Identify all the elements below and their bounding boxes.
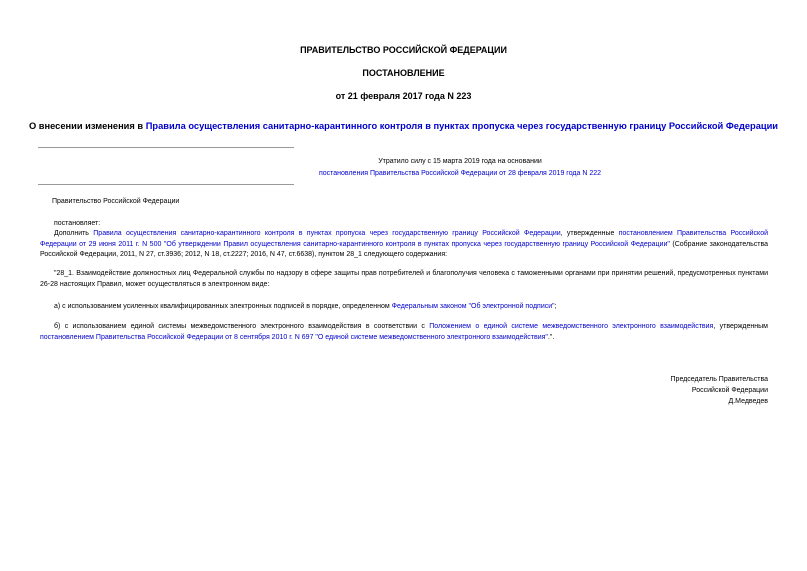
date-number-heading: от 21 февраля 2017 года N 223: [335, 91, 472, 101]
document-type-heading: ПОСТАНОВЛЕНИЕ: [362, 68, 445, 78]
e-signature-law-link[interactable]: Федеральным законом "Об электронной подписи": [391, 303, 555, 310]
paragraph-b: [40, 322, 768, 343]
repeal-notice: Утратило силу с 15 марта 2019 года на основании: [378, 158, 542, 165]
p3-text-a: а) с использованием усиленных квалифицированных электронных подписей в порядке, определенном: [54, 303, 392, 310]
p1-text-a: Дополнить: [54, 230, 94, 237]
repeal-decree-link[interactable]: постановления Правительства Российской Федерации от 28 февраля 2019 года N 222: [318, 170, 602, 177]
signature-name: Д.Медведев: [728, 398, 768, 405]
paragraph-28-1: "28_1. Взаимодействие должностных лиц Федеральной службы по надзору в сфере защиты прав потребителей и благополучия человека с таможенными органами при принятии решений, предусмотренных пунктами 26-28 настоящих Правил, может осуществляться в электронном виде:: [40, 270, 768, 288]
divider-bottom: [38, 184, 294, 185]
divider-top: [38, 147, 294, 148]
p3-text-b: ;: [554, 303, 557, 310]
rules-link[interactable]: Правила осуществления санитарно-карантинного контроля в пунктах пропуска через государственную границу Российской Федерации: [93, 230, 561, 237]
p4-text-b: , утвержденным: [713, 323, 768, 330]
government-line: Правительство Российской Федерации: [52, 198, 180, 205]
interaction-regulation-link[interactable]: Положением о единой системе межведомственного электронного взаимодействия: [429, 323, 714, 330]
title-rules-link[interactable]: Правила осуществления санитарно-карантинного контроля в пунктах пропуска через государственную границу Российской Федерации: [145, 121, 779, 131]
signature-title: Председатель Правительства: [670, 376, 768, 383]
decree-500-link[interactable]: постановлением Правительства Российской Федерации от 29 июня 2011 г. N 500 "Об утверждении Правил осуществления санитарно-карантинного контроля в пунктах пропуска через государственную границу Российской Федерации": [40, 230, 769, 248]
p1-text-b: , утвержденные: [560, 230, 619, 237]
signature-org: Российской Федерации: [691, 387, 768, 394]
p1-text-c: (Собрание законодательства Российской Федерации, 2011, N 27, ст.3936; 2012, N 18, ст.2227; 2016, N 47, ст.6638), пунктом 28_1 следующего содержания:: [40, 240, 768, 258]
paragraph-a: [40, 302, 768, 313]
document-title: [0, 120, 807, 132]
p4-text-c: .".: [547, 333, 555, 341]
government-heading: ПРАВИТЕЛЬСТВО РОССИЙСКОЙ ФЕДЕРАЦИИ: [300, 45, 507, 55]
paragraph-amendment: [40, 229, 768, 261]
title-prefix: О внесении изменения в: [28, 121, 146, 131]
decree-697-link[interactable]: постановлением Правительства Российской Федерации от 8 сентября 2010 г. N 697 "О единой системе межведомственного электронного взаимодействия": [40, 333, 548, 341]
decrees-line: постановляет:: [54, 220, 101, 227]
repeal-notice-link-line: [200, 168, 720, 180]
p4-text-a: б) с использованием единой системы межведомственного электронного взаимодействия в соответствии с: [54, 323, 430, 330]
